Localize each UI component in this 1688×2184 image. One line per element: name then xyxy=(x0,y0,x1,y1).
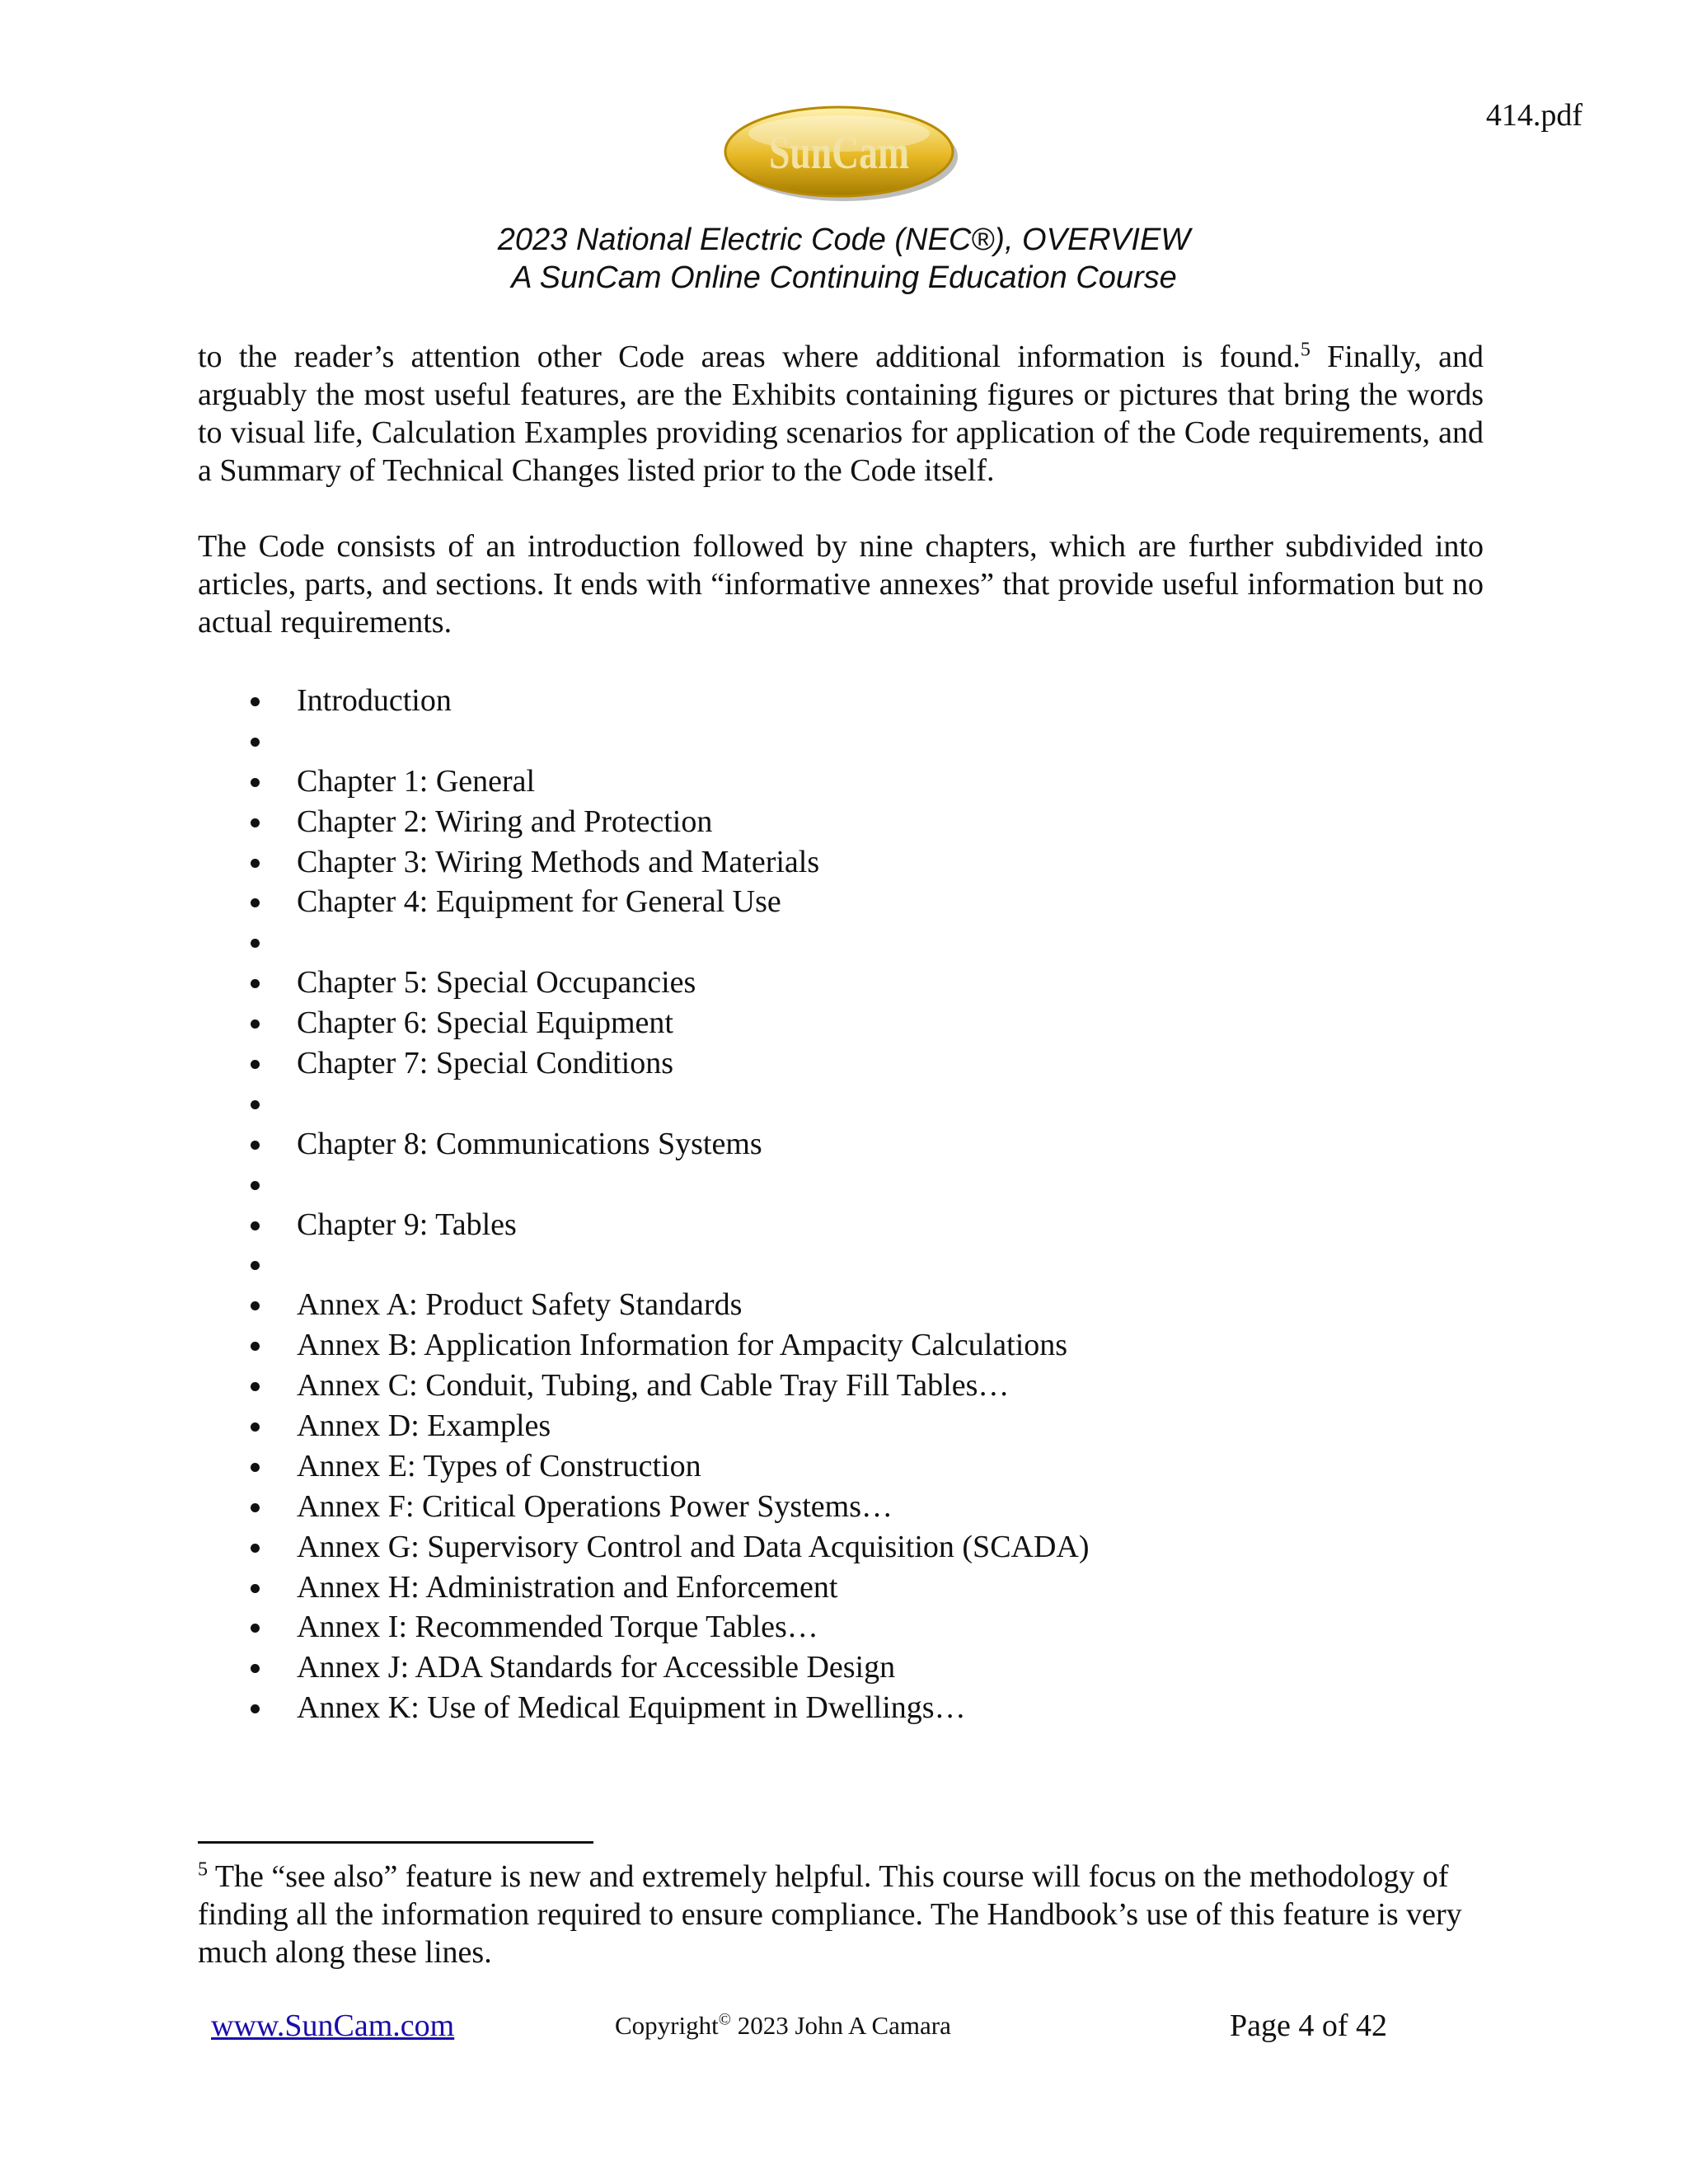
list-item: Annex G: Supervisory Control and Data Acquisition (SCADA) xyxy=(198,1527,1434,1568)
page-number: Page 4 of 42 xyxy=(1230,2008,1388,2043)
list-item: Annex J: ADA Standards for Accessible Design xyxy=(198,1647,1434,1688)
suncam-website-link[interactable]: www.SunCam.com xyxy=(211,2008,455,2043)
code-structure-list xyxy=(198,681,1434,1728)
document-header xyxy=(0,221,1688,297)
footnote-ref[interactable]: 5 xyxy=(1300,339,1311,361)
list-item: Annex F: Critical Operations Power Systems… xyxy=(198,1487,1434,1527)
list-item: Chapter 8: Communications Systems xyxy=(198,1124,1434,1165)
list-item: Chapter 9: Tables xyxy=(198,1205,1434,1245)
list-item: Annex I: Recommended Torque Tables… xyxy=(198,1607,1434,1647)
copyright-notice: Copyright© 2023 John A Camara xyxy=(615,2010,951,2040)
list-item: Annex C: Conduit, Tubing, and Cable Tray Fill Tables… xyxy=(198,1366,1434,1406)
list-item xyxy=(198,721,1434,762)
paragraph-2: The Code consists of an introduction followed by nine chapters, which are further subdivided into articles, parts, and sections. It ends with “informative annexes” that provide useful information but no actual requirements. xyxy=(198,529,1484,640)
footnote-separator xyxy=(198,1841,593,1844)
footnote-text: The “see also” feature is new and extremely helpful. This course will focus on the methodology of finding all the information required to ensure compliance. The Handbook’s use of this feature is very much along these lines. xyxy=(198,1859,1462,1970)
list-item: Introduction xyxy=(198,681,1434,721)
list-item xyxy=(198,1084,1434,1124)
list-item: Chapter 1: General xyxy=(198,762,1434,802)
footnote xyxy=(198,1858,1484,1971)
list-item: Chapter 4: Equipment for General Use xyxy=(198,882,1434,922)
list-item: Chapter 7: Special Conditions xyxy=(198,1043,1434,1084)
list-item: Chapter 5: Special Occupancies xyxy=(198,963,1434,1003)
logo-text: SunCam xyxy=(769,125,909,179)
list-item: Chapter 6: Special Equipment xyxy=(198,1003,1434,1043)
list-item: Annex K: Use of Medical Equipment in Dwellings… xyxy=(198,1688,1434,1728)
list-item: Annex A: Product Safety Standards xyxy=(198,1285,1434,1325)
file-label: 414.pdf xyxy=(1485,98,1582,133)
list-item: Annex E: Types of Construction xyxy=(198,1446,1434,1487)
list-item: Chapter 3: Wiring Methods and Materials xyxy=(198,842,1434,883)
list-item: Annex B: Application Information for Ampacity Calculations xyxy=(198,1325,1434,1366)
header-subtitle: A SunCam Online Continuing Education Course xyxy=(511,260,1177,295)
paragraph-1: to the reader’s attention other Code areas where additional information is found.$^5$ Finally, and arguably the most useful features, are the Exhibits containing figures or pictures that bring the words to visual life, Calculation Examples providing scenarios for application of the Code requirements, and a Summary of Technical Changes listed prior to the Code itself. xyxy=(198,339,1484,488)
suncam-logo xyxy=(722,101,959,204)
list-item xyxy=(198,922,1434,963)
header-title: 2023 National Electric Code (NEC®), OVERVIEW xyxy=(497,223,1191,257)
list-item xyxy=(198,1244,1434,1285)
list-item: Annex D: Examples xyxy=(198,1406,1434,1446)
list-item: Chapter 2: Wiring and Protection xyxy=(198,802,1434,842)
list-item: Annex H: Administration and Enforcement xyxy=(198,1568,1434,1608)
list-item xyxy=(198,1165,1434,1205)
footnote-marker: 5 xyxy=(198,1858,208,1881)
